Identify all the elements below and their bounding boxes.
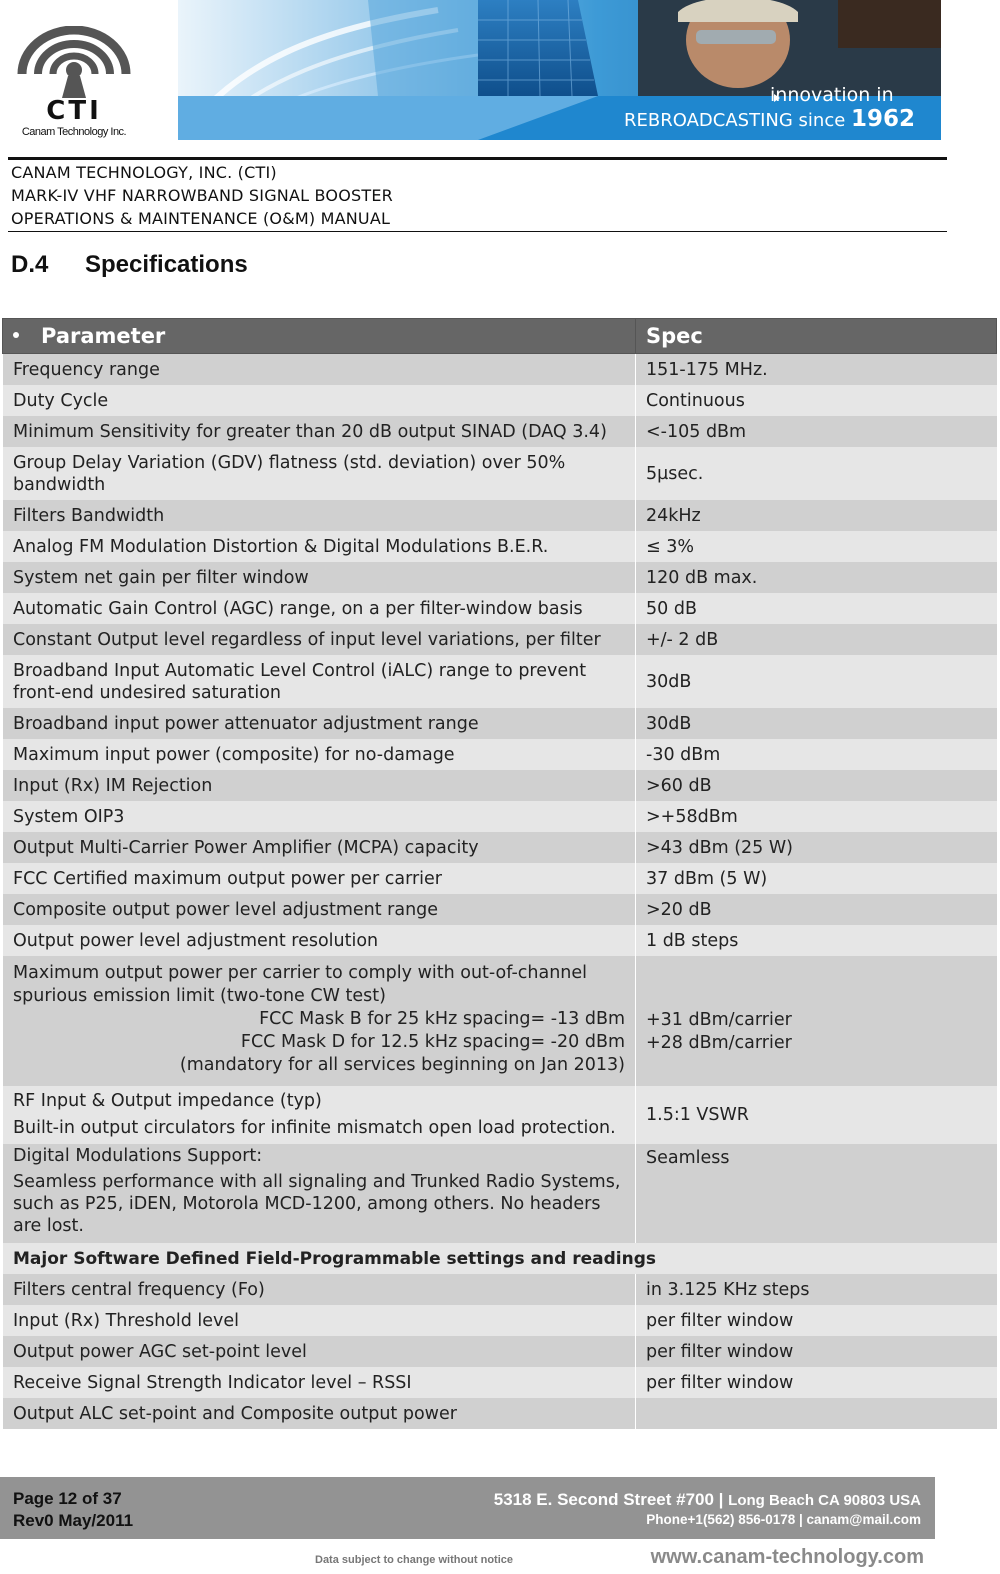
spec-cell: -30 dBm — [636, 739, 997, 770]
table-row — [3, 1274, 997, 1305]
impedance-label: RF Input & Output impedance (typ) — [13, 1091, 322, 1111]
document-header — [11, 161, 393, 230]
table-row — [3, 531, 997, 562]
spec-cell: 37 dBm (5 W) — [636, 863, 997, 894]
table-row — [3, 894, 997, 925]
spec-cell: 120 dB max. — [636, 562, 997, 593]
param-cell: Broadband Input Automatic Level Control (iALC) range to prevent front-end undesired saturation — [3, 655, 636, 708]
spec-cell: per filter window — [636, 1305, 997, 1336]
circulator-note: Built-in output circulators for infinite mismatch open load protection. — [13, 1118, 616, 1138]
table-row — [3, 562, 997, 593]
param-cell: Minimum Sensitivity for greater than 20 dB output SINAD (DAQ 3.4) — [3, 416, 636, 447]
param-cell: Analog FM Modulation Distortion & Digital Modulations B.E.R. — [3, 531, 636, 562]
section-number: D.4 — [11, 251, 49, 278]
param-cell: Duty Cycle — [3, 385, 636, 416]
param-cell: Automatic Gain Control (AGC) range, on a per filter-window basis — [3, 593, 636, 624]
spec-cell: >20 dB — [636, 894, 997, 925]
tagline-since: since — [798, 110, 846, 131]
param-cell: Maximum input power (composite) for no-damage — [3, 739, 636, 770]
table-row — [3, 925, 997, 956]
table-row — [3, 500, 997, 531]
spec-cell: 1 dB steps — [636, 925, 997, 956]
spec-cell: 24kHz — [636, 500, 997, 531]
spec-cell: +/- 2 dB — [636, 624, 997, 655]
param-cell: FCC Certified maximum output power per carrier — [3, 863, 636, 894]
digital-description: Seamless performance with all signaling and Trunked Radio Systems, such as P25, iDEN, Motorola MCD-1200, among others. No headers are lost. — [13, 1172, 621, 1236]
table-row — [3, 1336, 997, 1367]
spec-cell: >60 dB — [636, 770, 997, 801]
spec-cell: per filter window — [636, 1367, 997, 1398]
spec-cell: 30dB — [636, 708, 997, 739]
table-row — [3, 354, 997, 386]
footer-contact: Phone+1(562) 856-0178 | canam@mail.com — [646, 1512, 921, 1527]
spec-cell — [636, 956, 997, 1086]
spec-cell — [636, 1398, 997, 1429]
address-street: 5318 E. Second Street #700 | — [493, 1490, 724, 1509]
header-rule-bottom — [8, 231, 947, 232]
company-name: CANAM TECHNOLOGY, INC. (CTI) — [11, 163, 277, 182]
spec-cell: Seamless — [636, 1144, 997, 1243]
spec-cell: per filter window — [636, 1336, 997, 1367]
param-cell: Constant Output level regardless of input level variations, per filter — [3, 624, 636, 655]
logo-subtitle: Canam Technology Inc. — [21, 126, 127, 138]
table-row — [3, 1398, 997, 1429]
digital-label: Digital Modulations Support: — [13, 1146, 263, 1166]
param-cell: Group Delay Variation (GDV) flatness (std. deviation) over 50% bandwidth — [3, 447, 636, 500]
specifications-table — [2, 318, 997, 1429]
fcc-mask-d: FCC Mask D for 12.5 kHz spacing= -20 dBm — [240, 1031, 625, 1052]
footer-page-info — [13, 1488, 133, 1532]
param-cell: Frequency range — [3, 354, 636, 386]
param-cell — [3, 1086, 636, 1144]
mask-b-spec: +31 dBm/carrier — [646, 1010, 792, 1030]
broadcast-tower-icon — [14, 26, 134, 98]
spec-cell: >43 dBm (25 W) — [636, 832, 997, 863]
spec-cell: Continuous — [636, 385, 997, 416]
param-cell: Broadband input power attenuator adjustment range — [3, 708, 636, 739]
mandatory-note: (mandatory for all services beginning on Jan 2013) — [179, 1054, 625, 1075]
footer-notice: Data subject to change without notice — [315, 1554, 514, 1566]
param-cell: Composite output power level adjustment range — [3, 894, 636, 925]
table-row-spurious-emission — [3, 956, 997, 1086]
spec-cell: 5µsec. — [636, 447, 997, 500]
bullet-icon — [13, 332, 19, 338]
table-row — [3, 385, 997, 416]
table-section-heading — [3, 1243, 997, 1274]
param-cell: System net gain per filter window — [3, 562, 636, 593]
param-cell — [3, 1144, 636, 1243]
spec-cell: <-105 dBm — [636, 416, 997, 447]
table-row-digital-modulation — [3, 1144, 997, 1243]
table-row — [3, 447, 997, 500]
spec-cell: >+58dBm — [636, 801, 997, 832]
software-settings-heading: Major Software Defined Field-Programmable settings and readings — [3, 1243, 997, 1274]
param-cell — [3, 956, 636, 1086]
company-logo — [14, 26, 134, 142]
param-cell: Output Multi-Carrier Power Amplifier (MCPA) capacity — [3, 832, 636, 863]
tagline-year: 1962 — [851, 106, 916, 132]
table-row — [3, 770, 997, 801]
param-cell: Output power level adjustment resolution — [3, 925, 636, 956]
table-row — [3, 416, 997, 447]
footer-address — [494, 1490, 921, 1510]
header-spec: Spec — [636, 319, 997, 354]
header-parameter: Parameter — [3, 319, 636, 354]
table-row — [3, 1367, 997, 1398]
table-row — [3, 863, 997, 894]
spec-cell: 151-175 MHz. — [636, 354, 997, 386]
spec-cell: 50 dB — [636, 593, 997, 624]
fcc-mask-b: FCC Mask B for 25 kHz spacing= -13 dBm — [259, 1008, 625, 1029]
spec-cell: 1.5:1 VSWR — [636, 1086, 997, 1144]
mask-d-spec: +28 dBm/carrier — [646, 1033, 792, 1053]
tagline-rebroadcasting: REBROADCASTING — [624, 110, 793, 131]
product-name: MARK-IV VHF NARROWBAND SIGNAL BOOSTER — [11, 186, 393, 205]
table-row — [3, 801, 997, 832]
table-row — [3, 832, 997, 863]
param-cell: Input (Rx) Threshold level — [3, 1305, 636, 1336]
section-title: Specifications — [85, 251, 248, 278]
param-cell: System OIP3 — [3, 801, 636, 832]
table-row — [3, 739, 997, 770]
param-cell: Filters Bandwidth — [3, 500, 636, 531]
spurious-description: Maximum output power per carrier to comply with out-of-channel spurious emission limit (two-tone CW test) — [13, 962, 588, 1006]
logo-wordmark: CTI — [46, 96, 102, 126]
param-cell: Receive Signal Strength Indicator level – RSSI — [3, 1367, 636, 1398]
header-rule-top — [8, 157, 947, 160]
table-row — [3, 655, 997, 708]
spec-cell: in 3.125 KHz steps — [636, 1274, 997, 1305]
footer-website-link[interactable]: www.canam-technology.com — [650, 1546, 924, 1568]
revision: Rev0 May/2011 — [13, 1511, 134, 1530]
spec-cell: 30dB — [636, 655, 997, 708]
header-banner — [0, 0, 1000, 150]
tagline-line2 — [624, 106, 915, 132]
table-row — [3, 708, 997, 739]
table-header-row — [3, 319, 997, 354]
param-cell: Output power AGC set-point level — [3, 1336, 636, 1367]
page-number: Page 12 of 37 — [13, 1489, 122, 1508]
table-row — [3, 624, 997, 655]
manual-name: OPERATIONS & MAINTENANCE (O&M) MANUAL — [11, 209, 391, 228]
tagline-line1: innovation in — [770, 84, 894, 106]
address-city: Long Beach CA 90803 USA — [728, 1492, 921, 1509]
param-cell: Input (Rx) IM Rejection — [3, 770, 636, 801]
param-cell: Output ALC set-point and Composite output power — [3, 1398, 636, 1429]
table-row — [3, 1305, 997, 1336]
table-row — [3, 593, 997, 624]
spec-cell: ≤ 3% — [636, 531, 997, 562]
param-cell: Filters central frequency (Fo) — [3, 1274, 636, 1305]
table-row-impedance — [3, 1086, 997, 1144]
section-heading — [11, 251, 248, 279]
